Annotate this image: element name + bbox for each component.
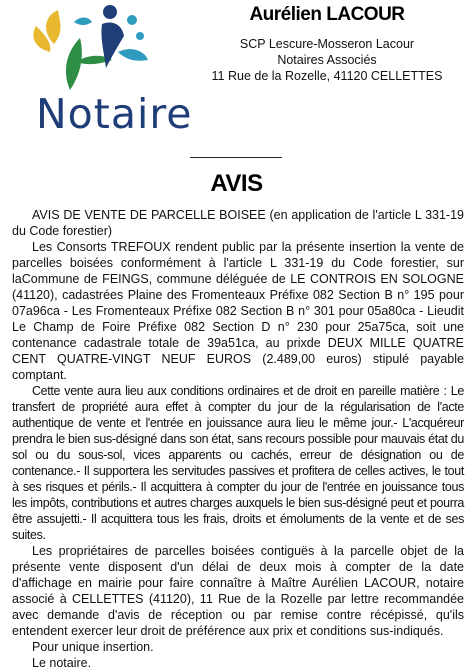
notice-body [12, 207, 464, 671]
office-line: SCP Lescure-Mosseron Lacour [239, 37, 415, 51]
logo-wordmark: Notaire [36, 90, 193, 138]
title-divider [190, 157, 282, 158]
notice-paragraph-conditions: Cette vente aura lieu aux conditions ordinaires et de droit en pareille matière : Le transfert de propriété aura effet à compter du jour de la régularisation de l'acte authentique de vente et l'entrée en jouissance aura lieu le même jour.- L'acquéreur prendra le bien sus-désigné dans son état, sans recours possible pour mauvais état du sol ou du sous-sol, vices apparents ou cachés, erreur de désignation ou de contenance.- Il supportera les servitudes passives et profitera de celles actives, le tout à ses risques et périls.- Il acquittera à compter du jour de l'entrée en jouissance tous les impôts, contributions et autres charges auxquels le bien sus-désigné peut et pourra être assujetti.- Il acquittera tous les frais, droits et émoluments de la vente et de ses suites. [12, 384, 464, 542]
notice-title: AVIS [210, 170, 263, 197]
notice-paragraph-insertion: Pour unique insertion. [32, 640, 154, 654]
office-block [196, 4, 458, 84]
notice-signature: Le notaire. [32, 656, 92, 670]
office-address: 11 Rue de la Rozelle, 41120 CELLETTES [211, 69, 443, 83]
notice-paragraph-preference-right: Les propriétaires de parcelles boisées contiguës à la parcelle objet de la présente vente disposent d'un délai de deux mois à compter de la date d'affichage en mairie pour faire connaître à Maître Aurélien LACOUR, notaire associé à CELLETTES (41120), 11 Rue de la Rozelle par lettre recommandée avec demande d'avis de réception ou par remise contre récépissé, qu'ils entendent exercer leur droit de préférence aux prix et conditions sus-indiqués. [12, 544, 464, 638]
notaire-emblem-icon [14, 2, 186, 92]
notary-name: Aurélien LACOUR [249, 4, 405, 25]
office-line: Notaires Associés [277, 53, 377, 67]
notice-paragraph-heading: AVIS DE VENTE DE PARCELLE BOISEE (en application de l'article L 331-19 du Code forestier) [12, 208, 464, 238]
notice-paragraph-sale: Les Consorts TREFOUX rendent public par la présente insertion la vente de parcelles boisées conformément à l'article L 331-19 du Code forestier, sur laCommune de FEINGS, commune déléguée de LE CONTROIS EN SOLOGNE (41120), cadastrées Plaine des Fromenteaux Préfixe 082 Section B n° 195 pour 07a96ca - Les Fromenteaux Préfixe 082 Section B n° 301 pour 05a80ca - Lieudit Le Champ de Foire Préfixe 082 Section D n° 230 pour 25a75ca, soit une contenance cadastrale totale de 39a51ca, au prixde DEUX MILLE QUATRE CENT QUATRE-VINGT NEUF EUROS (2.489,00 euros) stipulé payable comptant. [12, 240, 464, 382]
notaire-logo [14, 2, 193, 152]
